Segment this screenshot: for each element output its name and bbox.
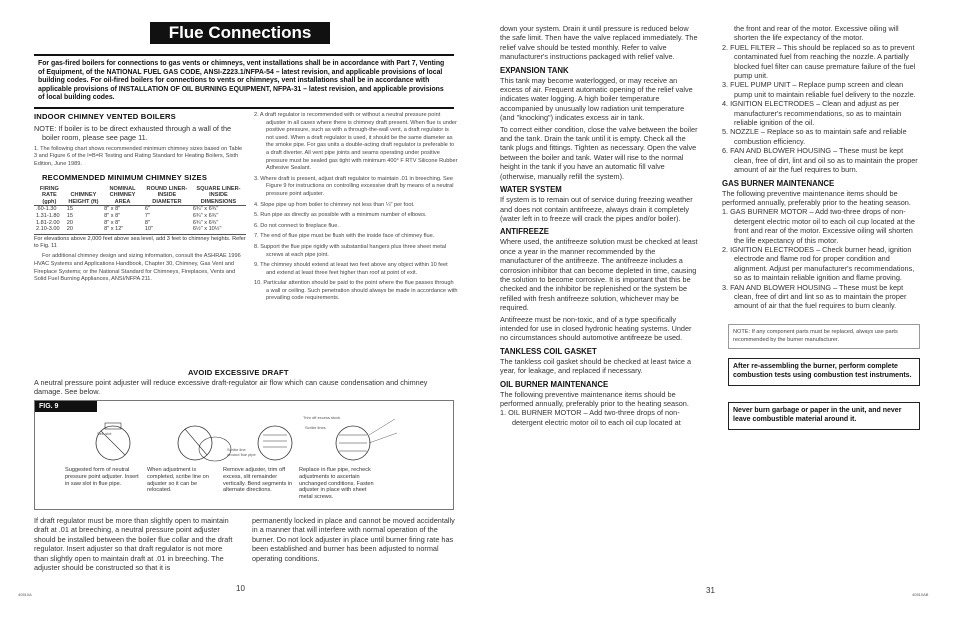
table-header: SQUARE LINER-INSIDE DIMENSIONS — [191, 186, 246, 206]
indoor-heading: INDOOR CHIMNEY VENTED BOILERS — [34, 112, 176, 121]
list-item-continued: the front and rear of the motor. Excessive oiling will shorten the life expectancy of the motor. — [734, 24, 899, 43]
table-row — [34, 206, 246, 213]
list-item: 7. The end of flue pipe must be flush with the inside face of chimney flue. — [254, 233, 435, 240]
list-item: 3. Where draft is present, adjust draft regulator to maintain .01 in breeching. See Figure 9 for instructions on controlling excessive draft by means of a neutral pressure point adjuster. — [254, 175, 454, 197]
figure-caption: Replace in flue pipe, recheck adjustments to ascertain unchanged conditions. Fasten adjuster in place with sheet metal screws. — [299, 467, 374, 501]
item-1: 1. The following chart shows recommended minimum chimney sizes based on Table 3 and Figure 6 of the I=B=R Testing and Rating Standard for Heating Boilers, Sixth Edition, June 1989. — [34, 145, 243, 167]
recommended-heading: RECOMMENDED MINIMUM CHIMNEY SIZES — [42, 172, 208, 182]
list-item: 6. Do not connect to fireplace flue. — [254, 222, 339, 229]
list-item: 4. Slope pipe up from boiler to chimney not less than ¼" per foot. — [254, 201, 415, 208]
expansion-text-2: To correct either condition, close the valve between the boiler and the tank. Drain the tank until it is empty. Check all the tank plugs and fittings. Tighten as necessary. Open the valve between the boiler and tank. Water will rise to the normal height in the tank if you have an automatic fill valve (otherwise, manually refill the system). — [500, 124, 698, 181]
avoid-text: A neutral pressure point adjuster will reduce excessive draft-regulator air flow which can cause condensation and chimney damage. See below. — [34, 378, 428, 397]
bottom-paragraph-2: permanently locked in place and cannot be moved accidentally in a manner that will interfere with normal operation of the burner. Do not lock adjuster in place until burner firing rate has been established and burner has been adjusted to normal operating conditions. — [252, 516, 455, 563]
scribe-lines-callout: Scribe lines — [305, 425, 326, 430]
list-item: 9. The chimney should extend at least two feet above any object within 10 feet and extend at least three feet higher than roof at point of exit. — [254, 262, 448, 276]
table-cell: 6¾" x 6¾" — [192, 212, 219, 219]
tankless-coil-text: The tankless coil gasket should be checked at least twice a year, for leakage, and replaced if necessary. — [500, 356, 692, 376]
gas-burner-heading: GAS BURNER MAINTENANCE — [722, 178, 835, 188]
table-cell: 20 — [66, 219, 73, 226]
figure-caption: When adjustment is completed, scribe line on adjuster so it can be relocated. — [147, 467, 209, 494]
document-code-left: 40510A — [18, 592, 32, 597]
expansion-text-1: This tank may become waterlogged, or may receive an excess of air. Frequent automatic opening of the relief valve indicates water logging. A high boiler temperature accompanied by unusually low radiation unit temperature (and "knocking") indicates excess air in tank. — [500, 75, 693, 123]
list-item: 5. NOZZLE – Replace so as to maintain safe and reliable combustion efficiency. — [722, 127, 907, 146]
left-column — [34, 112, 246, 284]
list-item: 6. FAN AND BLOWER HOUSING – These must be kept clean, free of dirt, lint and oil so as to maintain the proper amount of air the fuel requires to burn. — [722, 146, 918, 175]
right-page-column-2 — [722, 24, 922, 311]
antifreeze-text-1: Where used, the antifreeze solution must be checked at least once a year in the manner recommended by the manufacturer of the antifreeze. The antifreeze includes a corrosion inhibitor that can become depleted in time, causing the solution to become corrosive. It is important that this be checked and the inhibitor be replenished or the system be refilled with fresh antifreeze solution, whichever may be required. — [500, 237, 698, 313]
list-item: 10. Particular attention should be paid to the point where the flue passes through a wall or ceiling. Such penetration should always be made in accordance with prevailing code requirements. — [254, 280, 458, 302]
replacement-parts-note: NOTE: If any component parts must be replaced, always use parts recommended by the burner manufacturer. — [728, 324, 920, 349]
table-cell: 8" x 8" — [104, 206, 121, 213]
list-item: 1. OIL BURNER MOTOR – Add two-three drops of non-detergent electric motor oil to each oil cup located at — [500, 408, 681, 427]
oil-burner-heading: OIL BURNER MAINTENANCE — [500, 379, 609, 389]
chimney-size-table — [34, 186, 246, 233]
warning-box: Never burn garbage or paper in the unit, and never leave combustible material around it. — [728, 402, 920, 430]
trim-callout: Trim off excess stock — [303, 415, 341, 420]
avoid-heading: AVOID EXCESSIVE DRAFT — [188, 368, 289, 377]
table-cell: 6" — [144, 206, 151, 213]
table-row — [34, 226, 246, 233]
note-direct-exhaust: NOTE: If boiler is to be direct exhausted through a wall of the boiler room, please see page 11. — [34, 124, 232, 143]
table-cell: 6½" x 10½" — [192, 226, 222, 233]
table-cell: 1.81-2.00 — [36, 219, 60, 226]
page-title: Flue Connections — [150, 22, 330, 44]
additional-info: For additional chimney design and sizing information, consult the ASHRAE 1996 HVAC Systems and Applications Handbook, Chapter 30, Chimney, Gas Vent and Fireplace Systems; or the National Standard for Chimneys, Fireplaces, Vents and Solid Fuel Burning Appliances, ANSI/NFPA 211. — [34, 253, 241, 283]
table-cell: 8" x 8" — [104, 212, 121, 219]
antifreeze-text-2: Antifreeze must be non-toxic, and of a type specifically intended for use in closed hydronic heating systems. Under no circumstances should automotive antifreeze be used. — [500, 314, 692, 343]
right-page-column-1 — [500, 24, 700, 427]
table-cell: 6¾" x 6¾" — [192, 219, 219, 226]
right-sub-column — [254, 112, 458, 306]
list-item: 3. FUEL PUMP UNIT – Replace pump screen and clean pump unit to maintain reliable fuel delivery to the nozzle. — [722, 80, 916, 99]
tankless-coil-heading: TANKLESS COIL GASKET — [500, 346, 597, 356]
table-cell: 6¾" x 6¾" — [192, 206, 219, 213]
see-slot-callout: See slot — [97, 431, 112, 436]
list-item: 3. FAN AND BLOWER HOUSING – These must be kept clean, free of dirt and lint so as to maintain the proper amount of air that the fuel requires to burn cleanly. — [722, 282, 907, 311]
relief-valve-text: down your system. Drain it until pressure is reduced below the safe limit. Then have the valve replaced immediately. The relief valve should be tested monthly. Refer to valve manufacturer's instructions packaged with relief valve. — [500, 24, 698, 62]
table-header: CHIMNEY HEIGHT (ft) — [65, 186, 102, 206]
table-row — [34, 213, 246, 220]
table-cell: 8" x 8" — [104, 219, 121, 226]
list-item: 5. Run pipe as directly as possible with a minimum number of elbows. — [254, 212, 427, 219]
expansion-tank-heading: EXPANSION TANK — [500, 65, 569, 75]
figure-caption: Suggested form of neutral pressure point adjuster. Insert in saw slot in flue pipe. — [65, 467, 139, 487]
table-header: ROUND LINER-INSIDE DIAMETER — [143, 186, 191, 206]
list-item: 4. IGNITION ELECTRODES – Clean and adjust as per manufacturer's recommendations, so as to maintain reliable ignition of the oil. — [722, 99, 902, 128]
adjuster-disc-3 — [258, 426, 292, 460]
table-cell: 20 — [66, 226, 73, 233]
water-system-heading: WATER SYSTEM — [500, 185, 562, 195]
scribe-pipe-callout: Scribe line around flue pipe — [227, 447, 256, 457]
table-header: NOMINAL CHIMNEY AREA — [102, 186, 143, 206]
adjuster-illustration — [35, 415, 453, 475]
list-item: 8. Support the flue pipe rigidly with substantial hangers plus three sheet metal screws at each pipe joint. — [254, 243, 447, 258]
table-note: For elevations above 2,000 feet above sea level, add 3 feet to chimney heights. Refer to Fig. 11 — [34, 235, 246, 249]
table-cell: 7" — [144, 212, 151, 219]
list-item: 2. FUEL FILTER – This should be replaced so as to prevent contaminated fuel from reaching the nozzle. A partially blocked fuel filter can cause premature failure of the fuel pump unit. — [722, 42, 916, 81]
list-item: 2. A draft regulator is recommended with or without a neutral pressure point adjuster in all cases where there is chimney draft present. When flue is under positive pressure, such as with a through-the-wall vent, a draft regulator is not used. When a draft regulator is used, it should be the same diameter as the smoke pipe. For gas units a double-acting draft regulator is preferable to a draft diverter. All vent pipe joints and seams operating under positive pressure must be sealed gas tight with minimum 400° F RTV Silicone Rubber Adhesive Sealant. — [254, 112, 458, 172]
gas-burner-text: The following preventive maintenance items should be performed annually, preferably prior to the heating season. — [722, 188, 911, 207]
bottom-paragraph-1: If draft regulator must be more than slightly open to maintain draft at .01 at breeching, a neutral pressure point adjuster should be installed between the boiler flue collar and the draft regulator. Insert adjuster so that draft regulator is not more than slightly open to maintain draft at .01 in breeching. The adjuster should be constructed so that it is — [34, 516, 233, 573]
table-cell: .60-1.30 — [36, 206, 57, 213]
table-cell: 8" — [144, 219, 151, 226]
table-cell: 15 — [66, 206, 73, 213]
table-cell: 10" — [144, 226, 154, 233]
water-system-text: If system is to remain out of service during freezing weather and does not contain antifreeze, always drain it completely (water left in to freeze will crack the pipes and/or boiler). — [500, 195, 693, 223]
table-cell: 15 — [66, 212, 73, 219]
page-number-left: 10 — [236, 584, 245, 593]
table-header-row — [34, 186, 246, 206]
combustion-test-box: After re-assembling the burner, perform complete combustion tests using combustion test instruments. — [728, 358, 920, 386]
table-cell: 1.31-1.80 — [36, 212, 60, 219]
list-item: 2. IGNITION ELECTRODES – Check burner head, ignition electrode and flame rod for proper condition and alignment. Adjust per manufacturer's recommendations, so as to maintain reliable ignition and flame proving. — [722, 244, 915, 283]
page-number-right: 31 — [706, 586, 715, 595]
figure-caption: Remove adjuster, trim off excess, slit remainder vertically. Bend segments in alternate directions. — [223, 467, 293, 494]
antifreeze-heading: ANTIFREEZE — [500, 227, 549, 237]
figure-9 — [34, 400, 454, 510]
oil-burner-text: The following preventive maintenance items should be performed annually, preferably prior to the heating season. — [500, 389, 689, 408]
table-cell: 2.10-3.00 — [36, 226, 60, 233]
table-header: FIRING RATE (gph) — [34, 186, 65, 206]
table-cell: 8" x 12" — [104, 226, 124, 233]
figure-label: FIG. 9 — [35, 401, 97, 412]
document-code-right: 40510AB — [912, 592, 929, 597]
list-item: 1. GAS BURNER MOTOR – Add two-three drops of non-detergent electric motor oil to each oil cup located at the front and rear of the motor. Excessive oiling will shorten the life expectancy of this motor. — [722, 207, 915, 245]
lead-paragraph: For gas-fired boilers for connections to gas vents or chimneys, vent installations shall be in accordance with Part 7, Venting of Equipment, of the NATIONAL FUEL GAS CODE, ANSI-Z223.1/NFPA-54 – latest revision, and applicable provisions of local building codes. For oil-fired boilers for connections to vents or chimneys, vent installations shall be in accordance with applicable provisions of INSTALLATION OF OIL BURNING EQUIPMENT, NFPA-31 – latest revision, and applicable provisions of local building codes. — [34, 54, 454, 109]
